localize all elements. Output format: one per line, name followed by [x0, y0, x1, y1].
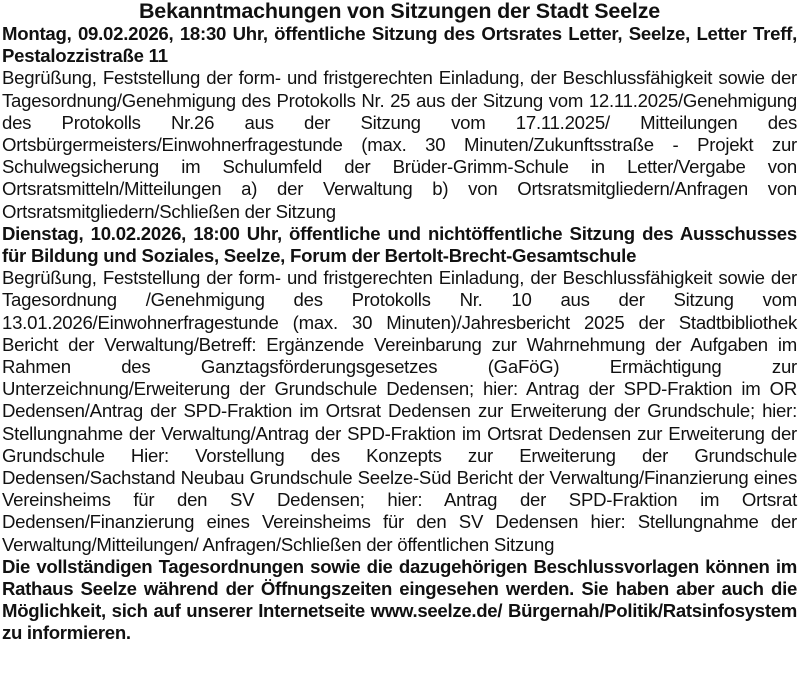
session-agenda: Begrüßung, Feststellung der form- und fristgerechten Einladung, der Beschlussfähigkeit sowie der Tagesordnung/Genehmigung des Protokolls Nr. 25 aus der Sitzung vom 12.11.2025/Genehmigung des Protokolls Nr.26 aus der Sitzung vom 17.11.2025/ Mitteilungen des Ortsbürgermeisters/Einwohnerfragestunde (max. 30 Minuten/Zukunftsstraße - Projekt zur Schulwegsicherung im Schulumfeld der Brüder-Grimm-Schule in Letter/Vergabe von Ortsratsmitteln/Mitteilungen a) der Verwaltung b) von Ortsratsmitgliedern/Anfragen von Ortsratsmitgliedern/Schließen der Sitzung: [2, 67, 797, 222]
session-heading: Dienstag, 10.02.2026, 18:00 Uhr, öffentliche und nichtöffentliche Sitzung des Ausschusses für Bildung und Soziales, Seelze, Forum der Bertolt-Brecht-Gesamtschule: [2, 222, 797, 267]
document-title: Bekanntmachungen von Sitzungen der Stadt Seelze: [138, 0, 661, 23]
closing-note: Die vollständigen Tagesordnungen sowie die dazugehörigen Beschlussvorlagen können im Rathaus Seelze während der Öffnungszeiten eingesehen werden. Sie haben aber auch die Möglichkeit, sich auf unserer Internetseite www.seelze.de/ Bürgernah/Politik/Ratsinfosystem zu informieren.: [2, 555, 797, 644]
session-heading: Montag, 09.02.2026, 18:30 Uhr, öffentliche Sitzung des Ortsrates Letter, Seelze, Letter Treff, Pestalozzistraße 11: [2, 23, 797, 67]
session-agenda: Begrüßung, Feststellung der form- und fristgerechten Einladung, der Beschlussfähigkeit sowie der Tagesordnung /Genehmigung des Protokolls Nr. 10 aus der Sitzung vom 13.01.2026/Einwohnerfragestunde (max. 30 Minuten)/Jahresbericht 2025 der Stadtbibliothek Bericht der Verwaltung/Betreff: Ergänzende Vereinbarung zur Wahrnehmung der Aufgaben im Rahmen des Ganztagsförderungsgesetzes (GaFöG) Ermächtigung zur Unterzeichnung/Erweiterung der Grundschule Dedensen; hier: Antrag der SPD-Fraktion im OR Dedensen/Antrag der SPD-Fraktion im Ortsrat Dedensen zur Erweiterung der Grundschule; hier: Stellungnahme der Verwaltung/Antrag der SPD-Fraktion im Ortsrat Dedensen zur Erweiterung der Grundschule Hier: Vorstellung des Konzepts zur Erweiterung der Grundschule Dedensen/Sachstand Neubau Grundschule Seelze-Süd Bericht der Verwaltung/Finanzierung eines Vereinsheims für den SV Dedensen; hier: Antrag der SPD-Fraktion im Ortsrat Dedensen/Finanzierung eines Vereinsheims für den SV Dedensen hier: Stellungnahme der Verwaltung/Mitteilungen/ Anfragen/Schließen der öffentlichen Sitzung: [2, 267, 797, 555]
session-block: [2, 223, 797, 556]
session-block: [2, 23, 797, 223]
